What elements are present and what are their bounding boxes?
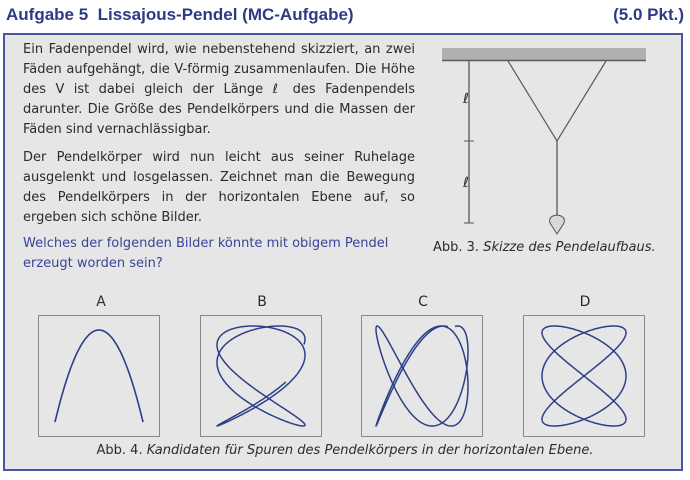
length-label-top: ℓ	[463, 91, 469, 107]
length-label-bottom: ℓ	[463, 175, 469, 191]
task-points: (5.0 Pkt.)	[613, 5, 684, 24]
option-label-d: D	[579, 294, 591, 310]
option-a-plot[interactable]	[38, 315, 160, 437]
option-label-c: C	[418, 294, 428, 310]
option-b-plot[interactable]	[200, 315, 322, 437]
pendulum-bob	[550, 215, 565, 234]
pendulum-sketch	[430, 41, 682, 261]
task-panel	[3, 33, 683, 471]
intro-paragraph: Ein Fadenpendel wird, wie nebenstehend skizziert, an zwei Fäden aufgehängt, die V-förmig zusammenlaufen. Die Höhe des V ist dabei gleich der Länge ℓ des Fadenpendels darunter. Die Größe des Pendelkörpers und die Massen der Fäden sind vernachlässigbar.	[23, 42, 415, 137]
option-label-b: B	[257, 294, 267, 310]
option-c-plot[interactable]	[361, 315, 483, 437]
option-label-a: A	[96, 294, 106, 310]
figure4-caption: Abb. 4. Kandidaten für Spuren des Pendelkörpers in der horizontalen Ebene.	[96, 443, 594, 458]
motion-paragraph: Der Pendelkörper wird nun leicht aus seiner Ruhelage ausgelenkt und losgelassen. Zeichnet man die Bewegung des Pendelkörpers in der horizontalen Ebene auf, so ergeben sich schöne Bilder.	[23, 150, 415, 225]
task-header	[6, 4, 686, 26]
option-d-plot[interactable]	[523, 315, 645, 437]
figure3-caption: Abb. 3. Skizze des Pendelaufbaus.	[433, 240, 656, 255]
task-title: Aufgabe 5 Lissajous-Pendel (MC-Aufgabe)	[6, 5, 354, 24]
ceiling-bar	[442, 48, 646, 60]
question-text: Welches der folgenden Bilder könnte mit obigem Pendel erzeugt worden sein?	[23, 236, 389, 271]
